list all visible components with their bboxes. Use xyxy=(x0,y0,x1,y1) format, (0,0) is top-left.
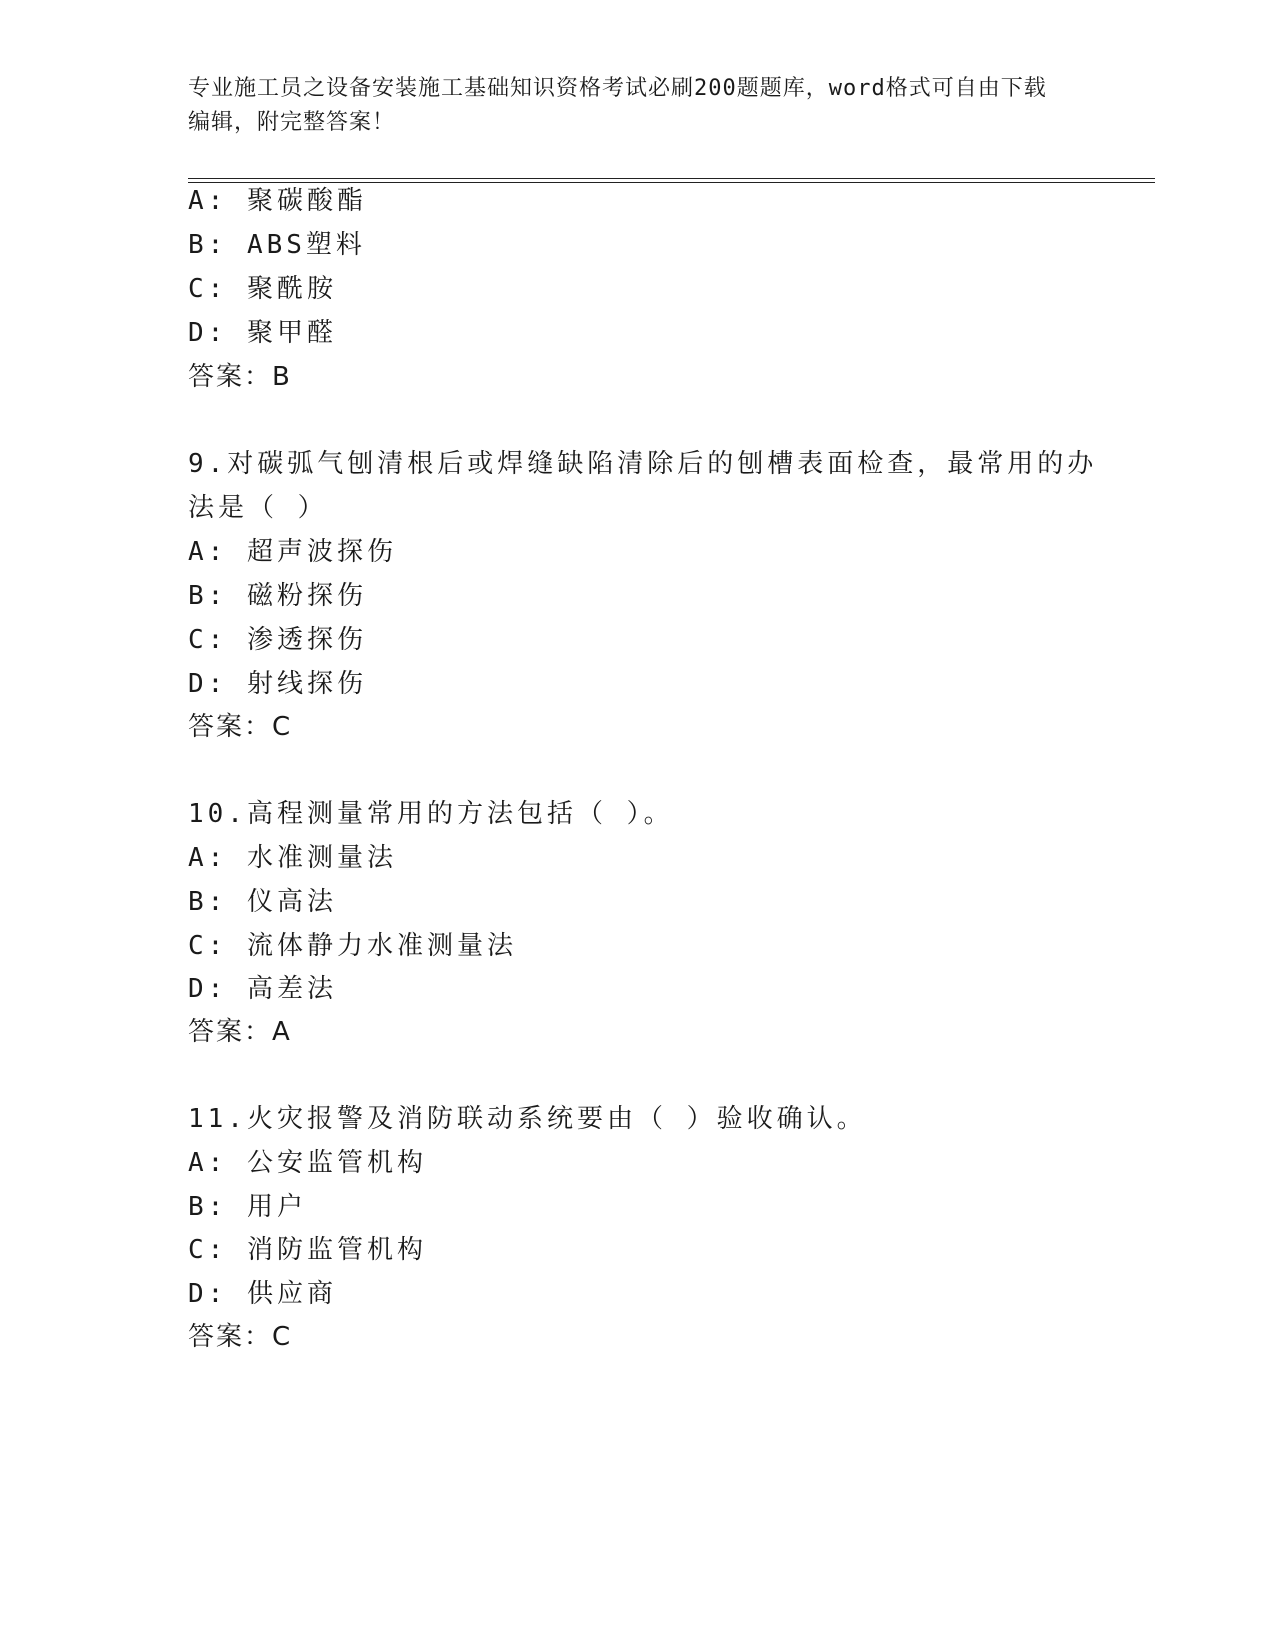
document-title: 专业施工员之设备安装施工基础知识资格考试必刷200题题库，word格式可自由下载编辑，附完整答案！ xyxy=(188,76,1047,135)
q11-option-b: B: 用户 xyxy=(188,1192,307,1222)
q11-option-d: D: 供应商 xyxy=(188,1279,337,1309)
q8-option-b: B: ABS塑料 xyxy=(188,230,366,260)
q8-option-c: C: 聚酰胺 xyxy=(188,274,337,304)
q10-option-d: D: 高差法 xyxy=(188,974,337,1004)
q8-option-d: D: 聚甲醛 xyxy=(188,318,337,348)
q9-option-c: C: 渗透探伤 xyxy=(188,625,367,655)
q10-answer: 答案：A xyxy=(188,1017,292,1047)
q10-stem: 10.高程测量常用的方法包括（ ）。 xyxy=(188,799,674,829)
q10-option-c: C: 流体静力水准测量法 xyxy=(188,931,517,961)
q9-option-b: B: 磁粉探伤 xyxy=(188,581,367,611)
q9-option-d: D: 射线探伤 xyxy=(188,669,367,699)
q8-option-a: A: 聚碳酸酯 xyxy=(188,186,367,216)
q10-option-b: B: 仪高法 xyxy=(188,887,337,917)
q11-answer: 答案：C xyxy=(188,1322,293,1352)
header-divider xyxy=(188,178,1155,183)
q9-answer: 答案：C xyxy=(188,712,293,742)
q9-stem-line1: 9.对碳弧气刨清根后或焊缝缺陷清除后的刨槽表面检查，最常用的办 xyxy=(188,449,1098,479)
q10-option-a: A: 水准测量法 xyxy=(188,843,397,873)
q8-answer: 答案：B xyxy=(188,362,292,392)
q11-option-c: C: 消防监管机构 xyxy=(188,1235,427,1265)
q9-option-a: A: 超声波探伤 xyxy=(188,537,397,567)
q11-stem: 11.火灾报警及消防联动系统要由（ ）验收确认。 xyxy=(188,1104,867,1134)
q9-stem-line2: 法是（ ） xyxy=(188,493,328,523)
q11-option-a: A: 公安监管机构 xyxy=(188,1148,427,1178)
